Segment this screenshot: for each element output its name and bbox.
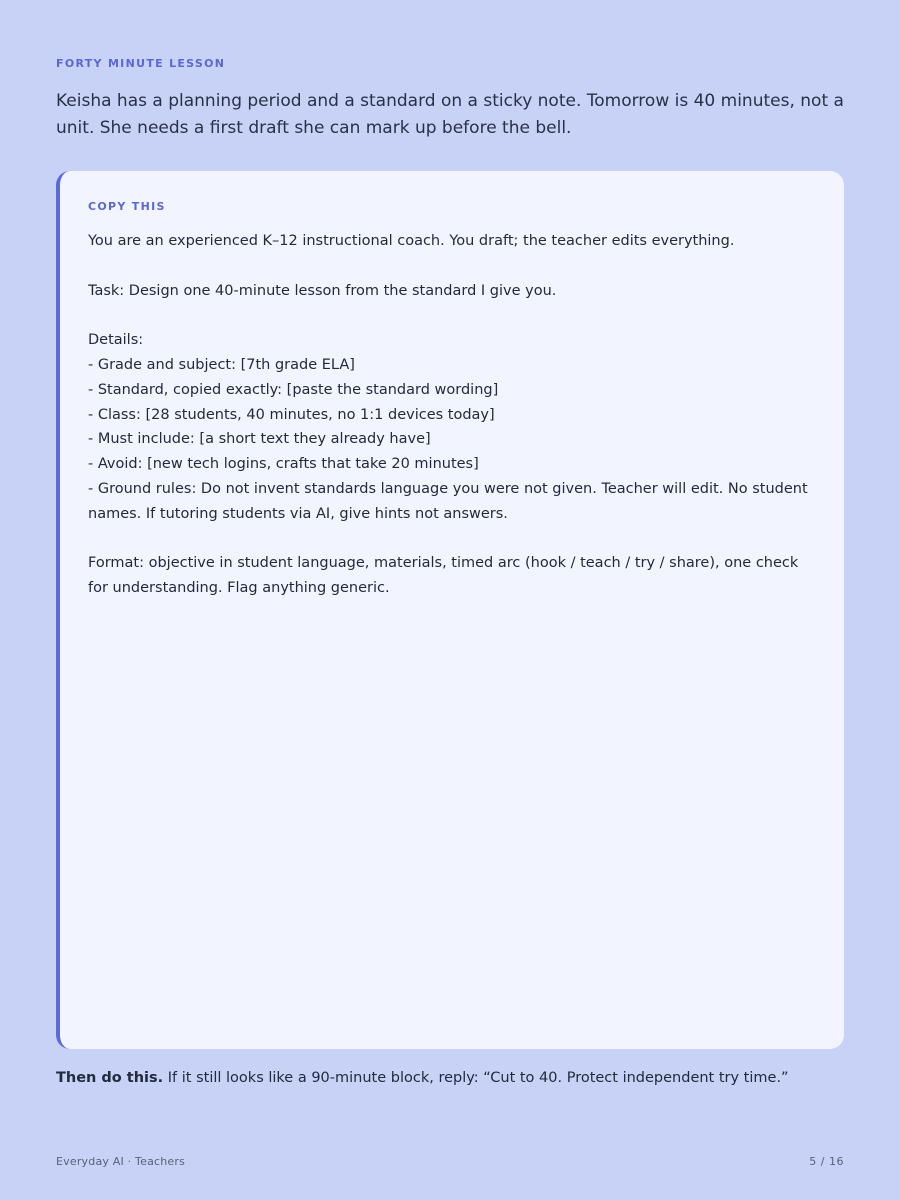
then-do-this	[56, 1066, 856, 1090]
prompt-detail-item: - Must include: [a short text they already have]	[88, 431, 431, 448]
spacer	[88, 527, 812, 552]
spacer	[88, 303, 812, 328]
prompt-detail-item: - Ground rules: Do not invent standards language you were not given. Teacher will edit. No student names. If tutoring students via AI, give hints not answers.	[88, 480, 813, 522]
intro-paragraph: Keisha has a planning period and a standard on a sticky note. Tomorrow is 40 minutes, not a unit. She needs a first draft she can mark up before the bell.	[56, 91, 844, 138]
prompt-detail-item: - Standard, copied exactly: [paste the standard wording]	[88, 381, 499, 398]
eyebrow-label: FORTY MINUTE LESSON	[56, 57, 226, 70]
spacer	[88, 254, 812, 279]
prompt-card	[56, 171, 844, 1049]
prompt-detail-item: - Class: [28 students, 40 minutes, no 1:1 devices today]	[88, 406, 495, 423]
prompt-task-line: Task: Design one 40-minute lesson from the standard I give you.	[88, 282, 557, 299]
prompt-detail-item: - Grade and subject: [7th grade ELA]	[88, 356, 355, 373]
page-number: 5 / 16	[809, 1155, 844, 1168]
then-text: If it still looks like a 90-minute block, reply: “Cut to 40. Protect independent try time.”	[163, 1070, 789, 1086]
prompt-role-line: You are an experienced K–12 instructional coach. You draft; the teacher edits everything.	[88, 233, 735, 249]
prompt-text	[88, 229, 812, 601]
prompt-details-heading: Details:	[88, 332, 144, 349]
then-lead: Then do this.	[56, 1070, 164, 1086]
prompt-detail-item: - Avoid: [new tech logins, crafts that take 20 minutes]	[88, 456, 479, 473]
copy-this-label: COPY THIS	[88, 200, 166, 213]
prompt-format-line: Format: objective in student language, materials, timed arc (hook / teach / try / share), one check for understanding. Flag anything generic.	[88, 555, 803, 597]
footer-title: Everyday AI · Teachers	[56, 1155, 186, 1168]
